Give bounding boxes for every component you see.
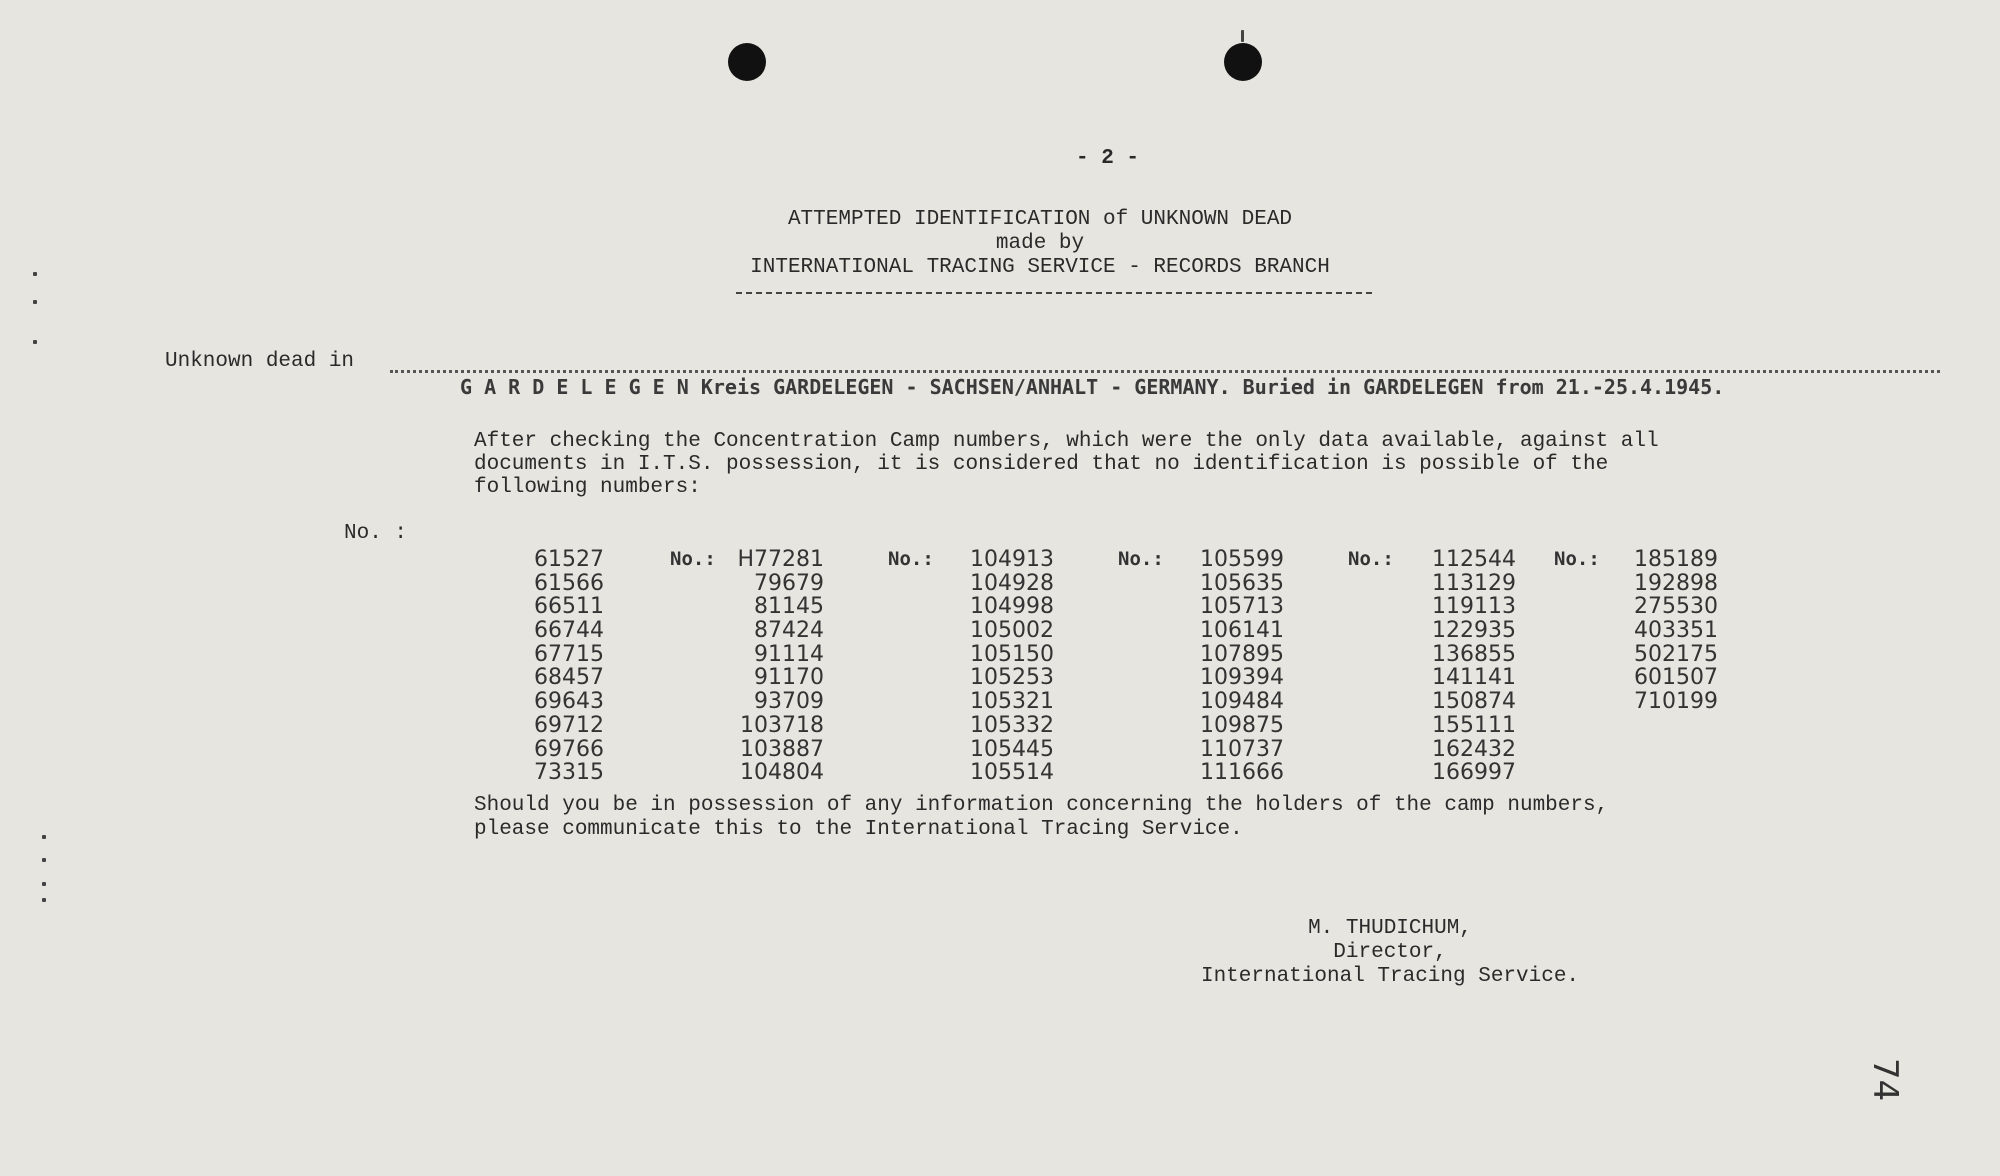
number-column-2 — [737, 548, 824, 785]
camp-number: 122935 — [1432, 618, 1516, 644]
camp-number: 105253 — [970, 665, 1054, 691]
signature-org: International Tracing Service. — [1200, 965, 1580, 988]
camp-number: 104913 — [970, 547, 1054, 572]
column-label: No.: — [888, 548, 934, 570]
edge-mark — [33, 300, 37, 304]
camp-number: 162432 — [1432, 736, 1516, 762]
camp-number: 104804 — [740, 760, 824, 786]
camp-number: 61566 — [534, 570, 604, 596]
punch-hole-right — [1224, 43, 1262, 81]
camp-number: 109394 — [1200, 665, 1284, 691]
camp-number: 91170 — [754, 665, 824, 691]
camp-number: 150874 — [1432, 689, 1516, 715]
intro-line-3: following numbers: — [474, 476, 701, 499]
camp-number: 104998 — [970, 594, 1054, 620]
intro-line-1: After checking the Concentration Camp numbers, which were the only data available, against all — [474, 430, 1659, 453]
camp-number: 105445 — [970, 736, 1054, 762]
camp-number: 105635 — [1200, 570, 1284, 596]
closing-line-2: please communicate this to the International Tracing Service. — [474, 818, 1243, 841]
camp-number: 104928 — [970, 570, 1054, 596]
camp-number: 103887 — [740, 736, 824, 762]
camp-number: 105332 — [970, 712, 1054, 738]
number-column-4 — [1200, 548, 1284, 785]
signature-name: M. THUDICHUM, — [1308, 917, 1472, 940]
camp-number: 93709 — [754, 689, 824, 715]
camp-number: 502175 — [1634, 641, 1718, 667]
camp-number: 68457 — [534, 665, 604, 691]
archive-number: 74 — [1865, 1058, 1905, 1102]
intro-line-2: documents in I.T.S. possession, it is considered that no identification is possible of the — [474, 453, 1609, 476]
camp-number: 103718 — [740, 712, 824, 738]
camp-number: 110737 — [1200, 736, 1284, 762]
column-label: No.: — [670, 548, 716, 570]
edge-mark — [33, 272, 37, 276]
camp-number: 119113 — [1432, 594, 1516, 620]
camp-number: 105321 — [970, 689, 1054, 715]
edge-mark — [42, 858, 46, 862]
camp-number: 141141 — [1432, 665, 1516, 691]
camp-number: 107895 — [1200, 641, 1284, 667]
edge-mark — [42, 835, 46, 839]
camp-number: 73315 — [534, 760, 604, 786]
camp-number: 106141 — [1200, 618, 1284, 644]
camp-number: 105002 — [970, 618, 1054, 644]
camp-number: 113129 — [1432, 570, 1516, 596]
camp-number: 109484 — [1200, 689, 1284, 715]
camp-number: 109875 — [1200, 712, 1284, 738]
number-column-1 — [534, 548, 604, 785]
header-underline — [736, 292, 1372, 294]
camp-number: 111666 — [1200, 760, 1284, 786]
camp-number: 66744 — [534, 618, 604, 644]
camp-number: 166997 — [1432, 760, 1516, 786]
camp-number: H77281 — [737, 547, 824, 572]
camp-number: 185189 — [1634, 547, 1718, 572]
camp-number: 79679 — [754, 570, 824, 596]
camp-number: 69643 — [534, 689, 604, 715]
header-title: ATTEMPTED IDENTIFICATION of UNKNOWN DEAD — [787, 208, 1293, 231]
camp-number: 710199 — [1634, 689, 1718, 715]
camp-number: 69712 — [534, 712, 604, 738]
number-column-3 — [970, 548, 1054, 785]
camp-number: 155111 — [1432, 712, 1516, 738]
camp-number: 136855 — [1432, 641, 1516, 667]
column-label: No.: — [1348, 548, 1394, 570]
header-organization: INTERNATIONAL TRACING SERVICE - RECORDS BRANCH — [750, 256, 1330, 279]
edge-mark — [42, 898, 46, 902]
camp-number: 105599 — [1200, 547, 1284, 572]
header-made-by: made by — [995, 232, 1085, 255]
column-label: No.: — [1554, 548, 1600, 570]
camp-number: 601507 — [1634, 665, 1718, 691]
camp-number: 67715 — [534, 641, 604, 667]
signature-title: Director, — [1333, 941, 1447, 964]
dotted-fill-line — [390, 370, 1940, 373]
camp-number: 66511 — [534, 594, 604, 620]
camp-number: 81145 — [754, 594, 824, 620]
camp-number: 105713 — [1200, 594, 1284, 620]
camp-number: 91114 — [754, 641, 824, 667]
camp-number: 275530 — [1634, 594, 1718, 620]
punch-hole-left — [728, 43, 766, 81]
camp-number: 105150 — [970, 641, 1054, 667]
unknown-dead-label: Unknown dead in — [165, 350, 355, 373]
camp-number: 112544 — [1432, 547, 1516, 572]
number-column-6 — [1634, 548, 1718, 714]
camp-number: 61527 — [534, 547, 604, 572]
number-column-5 — [1432, 548, 1516, 785]
camp-number: 69766 — [534, 736, 604, 762]
edge-mark — [33, 340, 37, 344]
camp-number: 87424 — [754, 618, 824, 644]
no-label: No. : — [344, 522, 408, 545]
camp-number: 105514 — [970, 760, 1054, 786]
punch-hole-tick — [1241, 30, 1244, 42]
camp-number: 403351 — [1634, 618, 1718, 644]
edge-mark — [42, 882, 46, 886]
page-number: - 2 - — [1076, 147, 1140, 170]
camp-number: 192898 — [1634, 570, 1718, 596]
closing-line-1: Should you be in possession of any information concerning the holders of the camp numbers, — [474, 794, 1609, 817]
place-line: G A R D E L E G E N Kreis GARDELEGEN - SACHSEN/ANHALT - GERMANY. Buried in GARDELEGEN from 21.-25.4.1945. — [460, 375, 1725, 399]
column-label: No.: — [1118, 548, 1164, 570]
